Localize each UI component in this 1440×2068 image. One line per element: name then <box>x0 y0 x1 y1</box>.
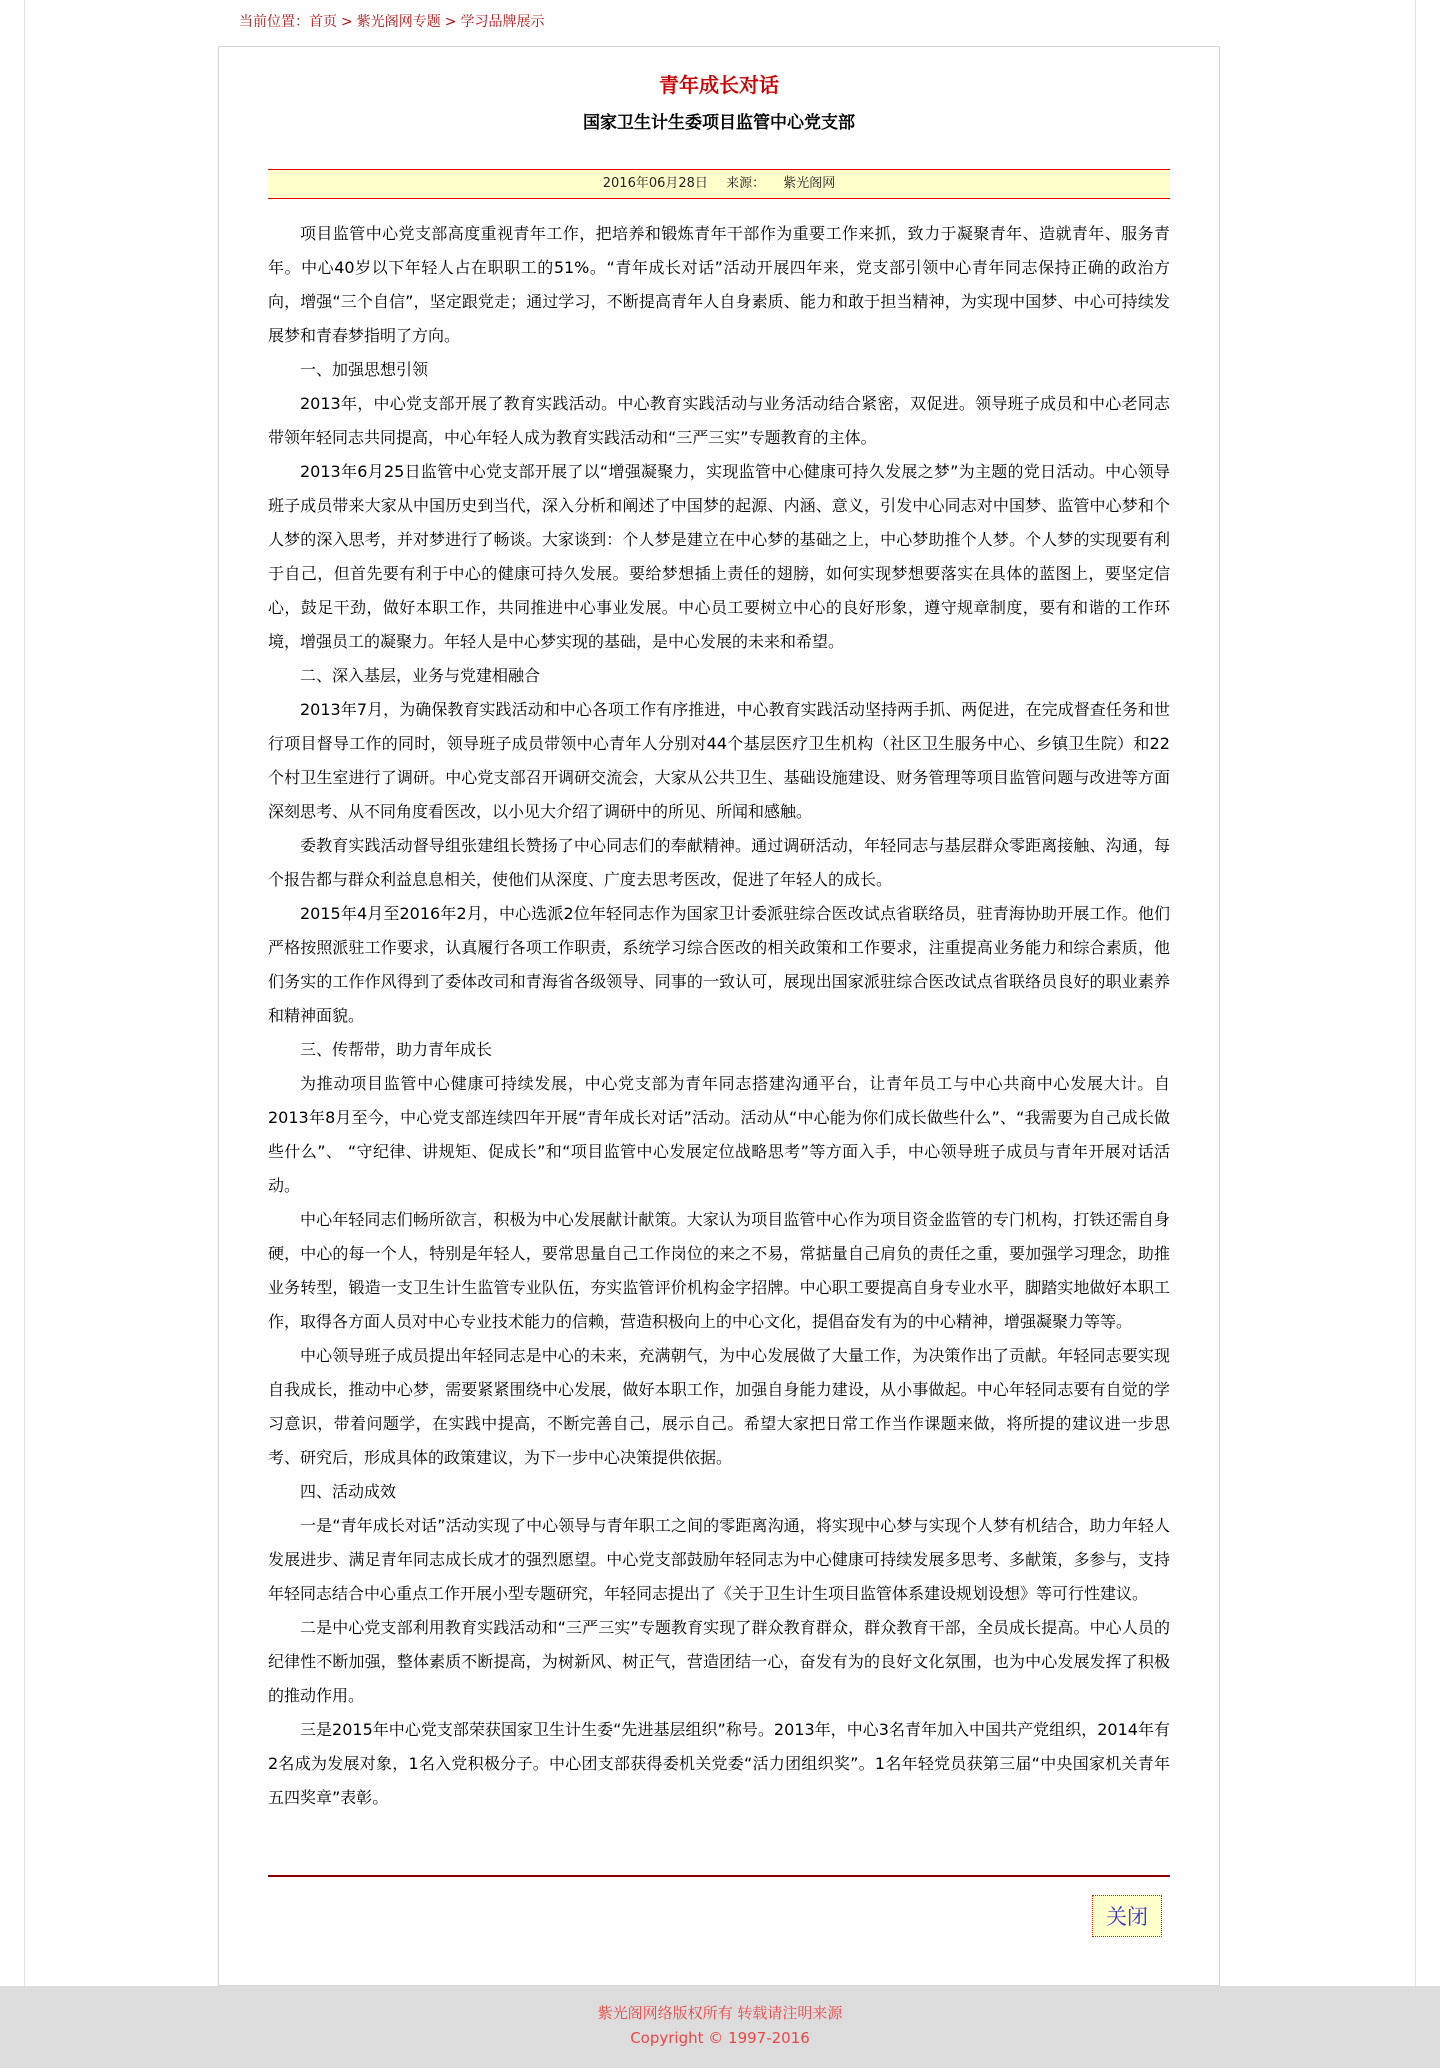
breadcrumb-links <box>309 14 544 30</box>
article-paragraph: 2013年7月，为确保教育实践活动和中心各项工作有序推进，中心教育实践活动坚持两手抓、两促进，在完成督查任务和世行项目督导工作的同时，领导班子成员带领中心青年人分别对44个基层医疗卫生机构（社区卫生服务中心、乡镇卫生院）和22个村卫生室进行了调研。中心党支部召开调研交流会，大家从公共卫生、基础设施建设、财务管理等项目监管问题与改进等方面深刻思考、从不同角度看医改，以小见大介绍了调研中的所见、所闻和感触。 <box>268 700 1170 821</box>
article-paragraph: 三、传帮带，助力青年成长 <box>300 1040 493 1059</box>
breadcrumb-link-1[interactable]: 首页 <box>309 14 337 30</box>
page-footer <box>0 1986 1440 2068</box>
article-paragraph: 2013年，中心党支部开展了教育实践活动。中心教育实践活动与业务活动结合紧密，双促进。领导班子成员和中心老同志带领年轻同志共同提高，中心年轻人成为教育实践活动和“三严三实”专题教育的主体。 <box>268 394 1170 447</box>
article-container <box>218 46 1220 1986</box>
article-meta-bar <box>268 169 1170 199</box>
page-frame <box>24 0 1416 1986</box>
close-row <box>268 1895 1170 1937</box>
article-paragraph: 四、活动成效 <box>300 1482 397 1501</box>
article-paragraph: 委教育实践活动督导组张建组长赞扬了中心同志们的奉献精神。通过调研活动，年轻同志与基层群众零距离接触、沟通，每个报告都与群众利益息息相关，使他们从深度、广度去思考医改，促进了年轻人的成长。 <box>268 836 1170 889</box>
article-paragraph: 中心年轻同志们畅所欲言，积极为中心发展献计献策。大家认为项目监管中心作为项目资金监管的专门机构，打铁还需自身硬，中心的每一个人，特别是年轻人，要常思量自己工作岗位的来之不易，常掂量自己肩负的责任之重，要加强学习理念，助推业务转型，锻造一支卫生计生监管专业队伍，夯实监管评价机构金字招牌。中心职工要提高自身专业水平，脚踏实地做好本职工作，取得各方面人员对中心专业技术能力的信赖，营造积极向上的中心文化，提倡奋发有为的中心精神，增强凝聚力等等。 <box>268 1210 1170 1331</box>
article-paragraph: 三是2015年中心党支部荣获国家卫生计生委“先进基层组织”称号。2013年，中心3名青年加入中国共产党组织，2014年有2名成为发展对象，1名入党积极分子。中心团支部获得委机关党委“活力团组织奖”。1名年轻党员获第三届“中央国家机关青年五四奖章”表彰。 <box>268 1720 1170 1807</box>
breadcrumb <box>239 12 1415 32</box>
article-paragraph: 2013年6月25日监管中心党支部开展了以“增强凝聚力，实现监管中心健康可持久发展之梦”为主题的党日活动。中心领导班子成员带来大家从中国历史到当代，深入分析和阐述了中国梦的起源、内涵、意义，引发中心同志对中国梦、监管中心梦和个人梦的深入思考，并对梦进行了畅谈。大家谈到：个人梦是建立在中心梦的基础之上，中心梦助推个人梦。个人梦的实现要有利于自己，但首先要有利于中心的健康可持久发展。要给梦想插上责任的翅膀，如何实现梦想要落实在具体的蓝图上，要坚定信心，鼓足干劲，做好本职工作，共同推进中心事业发展。中心员工要树立中心的良好形象，遵守规章制度，要有和谐的工作环境，增强员工的凝聚力。年轻人是中心梦实现的基础，是中心发展的未来和希望。 <box>268 462 1170 651</box>
footer-copyright-line: 紫光阁网络版权所有 转载请注明来源 <box>597 2004 843 2022</box>
article-paragraph: 项目监管中心党支部高度重视青年工作，把培养和锻炼青年干部作为重要工作来抓，致力于凝聚青年、造就青年、服务青年。中心40岁以下年轻人占在职职工的51%。“青年成长对话”活动开展四年来，党支部引领中心青年同志保持正确的政治方向，增强“三个自信”，坚定跟党走；通过学习，不断提高青年人自身素质、能力和敢于担当精神，为实现中国梦、中心可持续发展梦和青春梦指明了方向。 <box>268 224 1170 345</box>
article-body <box>268 217 1170 1815</box>
breadcrumb-link-2[interactable]: 紫光阁网专题 <box>356 14 441 30</box>
article-source-label: 来源： <box>726 176 766 191</box>
breadcrumb-separator: > <box>444 14 457 30</box>
article-date: 2016年06月28日 <box>602 176 708 191</box>
article-paragraph: 中心领导班子成员提出年轻同志是中心的未来，充满朝气，为中心发展做了大量工作，为决策作出了贡献。年轻同志要实现自我成长，推动中心梦，需要紧紧围绕中心发展，做好本职工作，加强自身能力建设，从小事做起。中心年轻同志要有自觉的学习意识，带着问题学，在实践中提高，不断完善自己，展示自己。希望大家把日常工作当作课题来做，将所提的建议进一步思考、研究后，形成具体的政策建议，为下一步中心决策提供依据。 <box>268 1346 1170 1467</box>
article-paragraph: 二、深入基层，业务与党建相融合 <box>300 666 541 685</box>
breadcrumb-separator: > <box>341 14 353 30</box>
article-paragraph: 一、加强思想引领 <box>300 360 429 379</box>
close-button[interactable]: 关闭 <box>1092 1895 1162 1937</box>
article-paragraph: 为推动项目监管中心健康可持续发展，中心党支部为青年同志搭建沟通平台，让青年员工与中心共商中心发展大计。自2013年8月至今，中心党支部连续四年开展“青年成长对话”活动。活动从“中心能为你们成长做些什么”、“我需要为自己成长做些什么”、 “守纪律、讲规矩、促成长”和“项目监管中心发展定位战略思考”等方面入手，中心领导班子成员与青年开展对话活动。 <box>268 1074 1170 1195</box>
article-paragraph: 一是“青年成长对话”活动实现了中心领导与青年职工之间的零距离沟通，将实现中心梦与实现个人梦有机结合，助力年轻人发展进步、满足青年同志成长成才的强烈愿望。中心党支部鼓励年轻同志为中心健康可持续发展多思考、多献策，多参与，支持年轻同志结合中心重点工作开展小型专题研究，年轻同志提出了《关于卫生计生项目监管体系建设规划设想》等可行性建议。 <box>268 1516 1170 1603</box>
article-paragraph: 二是中心党支部利用教育实践活动和“三严三实”专题教育实现了群众教育群众，群众教育干部，全员成长提高。中心人员的纪律性不断加强，整体素质不断提高，为树新风、树正气，营造团结一心，奋发有为的良好文化氛围，也为中心发展发挥了积极的推动作用。 <box>268 1618 1170 1705</box>
article-subtitle: 国家卫生计生委项目监管中心党支部 <box>583 113 855 133</box>
bottom-divider <box>268 1875 1170 1877</box>
footer-copyright-years: Copyright © 1997-2016 <box>630 2029 810 2047</box>
breadcrumb-link-3[interactable]: 学习品牌展示 <box>460 14 545 30</box>
article-paragraph: 2015年4月至2016年2月，中心选派2位年轻同志作为国家卫计委派驻综合医改试点省联络员，驻青海协助开展工作。他们严格按照派驻工作要求，认真履行各项工作职责，系统学习综合医改的相关政策和工作要求，注重提高业务能力和综合素质，他们务实的工作作风得到了委体改司和青海省各级领导、同事的一致认可，展现出国家派驻综合医改试点省联络员良好的职业素养和精神面貌。 <box>268 904 1170 1025</box>
article-title: 青年成长对话 <box>659 73 779 97</box>
article-source: 紫光阁网 <box>783 176 836 191</box>
breadcrumb-label: 当前位置： <box>239 14 309 30</box>
